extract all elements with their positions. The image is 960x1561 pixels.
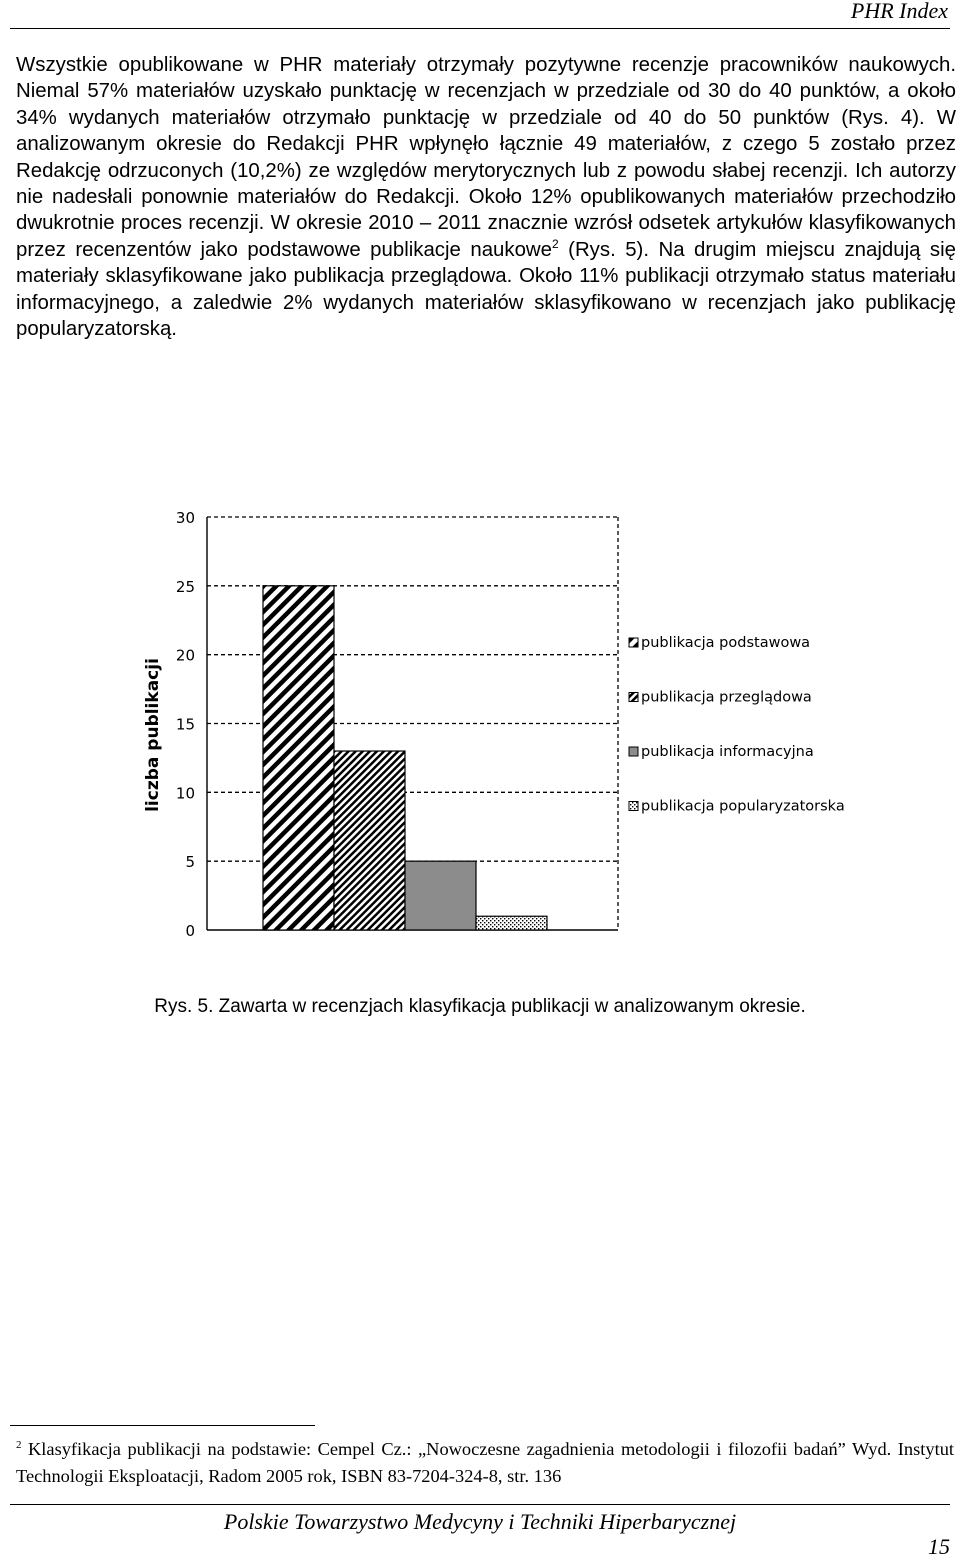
- chart-y-tick-label: 15: [175, 715, 195, 734]
- running-header-title: PHR Index: [850, 0, 948, 23]
- footnote-text: Klasyfikacja publikacji na podstawie: Cempel Cz.: „Nowoczesne zagadnienia metodologii i filozofii badań” Wyd. Instytut Technologii Eksploatacji, Radom 2005 rok, ISBN 83-7204-324-8, str. 136: [16, 1439, 954, 1487]
- footnote: [16, 1432, 954, 1490]
- chart-bar: [263, 586, 334, 930]
- chart-legend-label: publikacja informacyjna: [641, 744, 814, 760]
- chart-y-axis-label: liczba publikacji: [143, 658, 163, 812]
- footnote-reference[interactable]: 2: [551, 237, 559, 252]
- chart-y-tick-label: 10: [175, 784, 195, 803]
- chart-bar: [405, 861, 476, 930]
- chart-legend-label: publikacja przeglądowa: [641, 689, 812, 706]
- chart-y-tick-label: 20: [175, 646, 195, 665]
- chart-legend-swatch: [629, 693, 638, 702]
- figure-caption: Rys. 5. Zawarta w recenzjach klasyfikacja publikacji w analizowanym okresie.: [154, 996, 806, 1017]
- header-divider: [10, 28, 950, 29]
- chart-y-tick-label: 5: [185, 853, 195, 872]
- footnote-number: 2: [16, 1439, 22, 1451]
- footnote-divider: [10, 1425, 315, 1426]
- chart-legend-swatch: [629, 802, 638, 811]
- chart-legend-swatch: [629, 747, 638, 756]
- chart-y-tick-label: 25: [175, 577, 195, 596]
- body-paragraph: [16, 52, 956, 342]
- chart-y-tick-label: 30: [175, 509, 195, 527]
- page-number: 15: [928, 1534, 950, 1559]
- footer-organization: Polskie Towarzystwo Medycyny i Techniki Hiperbarycznej: [223, 1509, 737, 1534]
- chart-legend: [629, 635, 845, 815]
- chart-legend-label: publikacja podstawowa: [641, 635, 811, 651]
- chart-legend-label: publikacja popularyzatorska: [641, 798, 845, 815]
- classification-bar-chart: [0, 490, 960, 960]
- chart-bars: [263, 586, 547, 930]
- footer-divider: [10, 1504, 950, 1505]
- chart-y-ticks: [176, 509, 195, 940]
- chart-y-tick-label: 0: [185, 922, 195, 940]
- chart-bar: [334, 751, 405, 930]
- chart-legend-swatch: [629, 638, 638, 647]
- body-paragraph-part2: (Rys. 5). Na drugim miejscu znajdują się materiały sklasyfikowane jako publikacja przeglądowa. Około 11% publikacji otrzymało status materiału informacyjnego, a zaledwie 2% wydanych materiałów sklasyfikowano w recenzjach jako publikację popularyzatorską.: [16, 238, 956, 341]
- body-paragraph-part1: Wszystkie opublikowane w PHR materiały otrzymały pozytywne recenzje pracowników naukowych. Niemal 57% materiałów uzyskało punktację w recenzjach w przedziale od 30 do 40 punktów, a około 34% wydanych materiałów otrzymało punktację w przedziale od 40 do 50 punktów (Rys. 4). W analizowanym okresie do Redakcji PHR wpłynęło łącznie 49 materiałów, z czego 5 zostało przez Redakcję odrzuconych (10,2%) ze względów merytorycznych lub z powodu słabej recenzji. Ich autorzy nie nadesłali ponownie materiałów do Redakcji. Około 12% opublikowanych materiałów przechodziło dwukrotnie proces recenzji. W okresie 2010 – 2011 znacznie wzrósł odsetek artykułów klasyfikowanych przez recenzentów jako podstawowe publikacje naukowe: [16, 54, 956, 261]
- chart-bar: [476, 916, 547, 930]
